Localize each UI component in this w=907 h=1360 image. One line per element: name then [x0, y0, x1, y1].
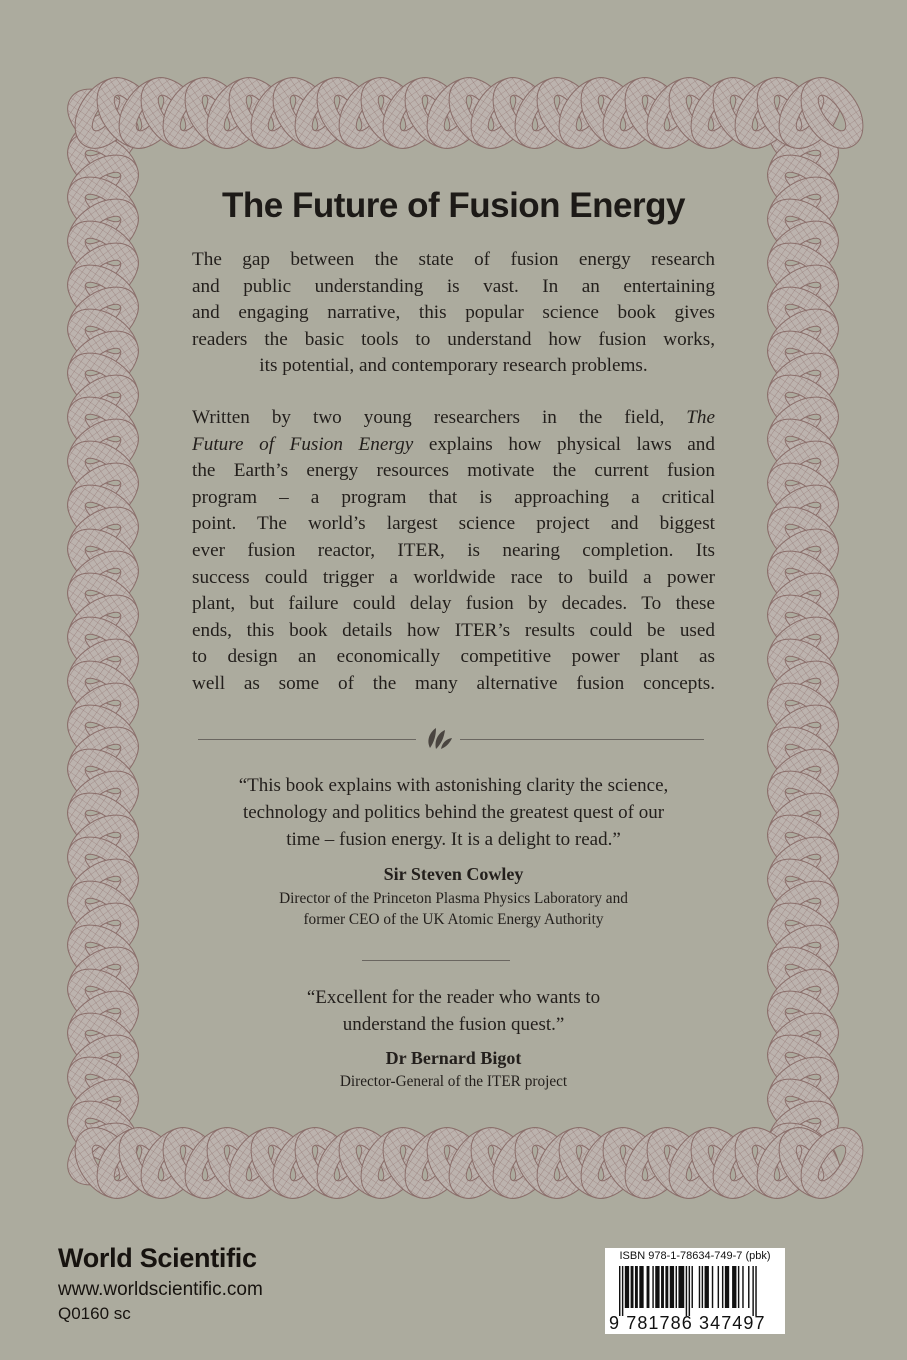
endorsement-2 [150, 984, 757, 1093]
isbn-digits: 9 781786 347497 [609, 1313, 766, 1333]
publisher-name: World Scientific [58, 1243, 257, 1273]
ornament-divider-right [460, 739, 704, 740]
endorser-name: Dr Bernard Bigot [385, 1048, 522, 1068]
endorsement-quote [150, 772, 757, 853]
barcode [605, 1248, 785, 1334]
body-line-text: Written by two young researchers in the field, [192, 407, 665, 428]
body-line: program – a program that is approaching a critical [192, 486, 715, 508]
description-paragraph [192, 405, 715, 698]
body-line: ends, this book details how ITER’s results could be used [192, 619, 715, 641]
quote-line: time – fusion energy. It is a delight to read.” [286, 829, 621, 850]
body-line [192, 432, 715, 459]
book-title-italic: Future of Fusion Energy [192, 433, 414, 455]
intro-line: its potential, and contemporary research problems. [259, 355, 648, 377]
body-line: point. The world’s largest science project and biggest [192, 513, 715, 535]
body-line: to design an economically competitive power plant as [192, 646, 715, 668]
body-line: success could trigger a worldwide race to build a power [192, 566, 715, 588]
quote-line: “This book explains with astonishing clarity the science, [238, 775, 669, 796]
endorsement-divider [362, 960, 510, 961]
role-line: Director of the Princeton Plasma Physics Laboratory and [279, 890, 628, 907]
intro-line: readers the basic tools to understand how fusion works, [192, 328, 715, 350]
endorsement-quote [150, 984, 757, 1038]
barcode-bars [619, 1266, 781, 1316]
intro-paragraph [192, 247, 715, 380]
book-title: The Future of Fusion Energy [222, 186, 685, 225]
body-line: well as some of the many alternative fusion concepts. [192, 672, 715, 694]
quote-line: “Excellent for the reader who wants to [306, 987, 601, 1008]
publisher-url: www.worldscientific.com [58, 1279, 263, 1300]
endorsement-1 [150, 772, 757, 930]
book-title-italic: The [686, 407, 716, 428]
intro-line: and engaging narrative, this popular science book gives [192, 302, 715, 324]
leaf-ornament-icon [424, 724, 454, 752]
role-line: Director-General of the ITER project [339, 1073, 568, 1090]
intro-line: The gap between the state of fusion energy research [192, 249, 715, 270]
body-line: the Earth’s energy resources motivate the current fusion [192, 460, 715, 482]
endorser-role [150, 889, 757, 930]
intro-line: and public understanding is vast. In an entertaining [192, 275, 715, 297]
body-line: plant, but failure could delay fusion by decades. To these [192, 593, 715, 615]
body-line-text: explains how physical laws and [428, 433, 715, 455]
quote-line: understand the fusion quest.” [342, 1014, 565, 1035]
body-line [192, 405, 715, 432]
isbn-label: ISBN 978-1-78634-749-7 (pbk) [619, 1250, 771, 1262]
role-line: former CEO of the UK Atomic Energy Authority [303, 910, 604, 928]
product-code: Q0160 sc [58, 1304, 131, 1323]
quote-line: technology and politics behind the greatest quest of our [242, 802, 665, 823]
body-line: ever fusion reactor, ITER, is nearing completion. Its [192, 539, 715, 561]
ornament-divider-left [198, 739, 416, 740]
endorser-role [150, 1072, 757, 1093]
endorser-name: Sir Steven Cowley [383, 864, 524, 884]
